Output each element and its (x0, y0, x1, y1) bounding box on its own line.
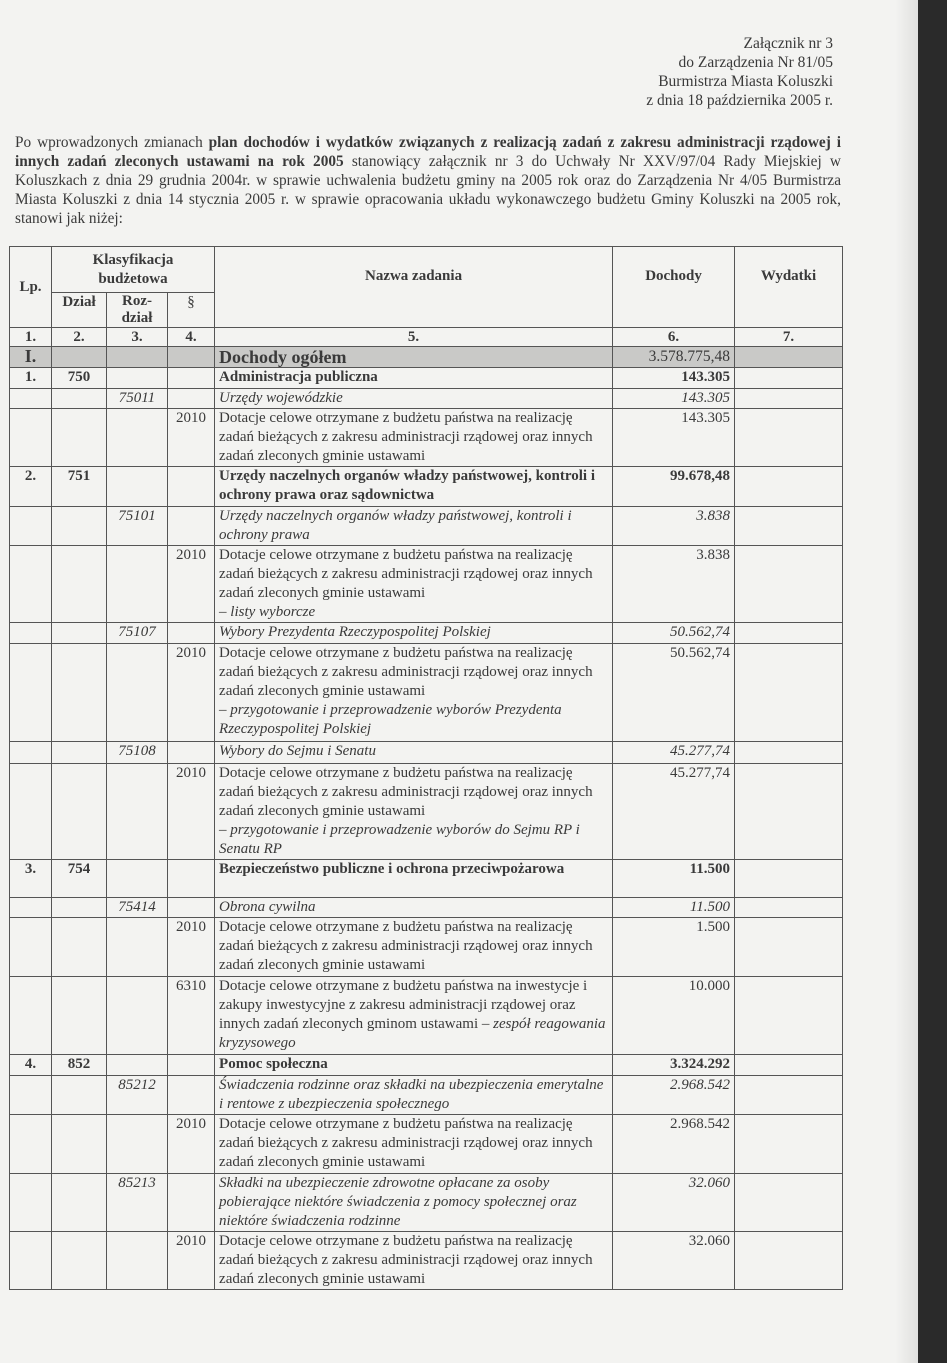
cell-wydatki (735, 368, 843, 389)
cell-paragraf (168, 1174, 215, 1232)
task-name: Dotacje celowe otrzymane z budżetu państwa na inwestycje i zakupy inwestycyjne z zakresu administracji rządowej oraz innych zadań zleconych gminom ustawami (219, 978, 588, 1032)
header-klasyfikacja: Klasyfikacja budżetowa (52, 247, 215, 293)
cell-wydatki (735, 1055, 843, 1076)
cell-nazwa (215, 644, 613, 742)
col-num: 2. (52, 328, 107, 347)
cell-paragraf (168, 389, 215, 409)
cell-wydatki (735, 1232, 843, 1290)
cell-nazwa (215, 1232, 613, 1290)
task-name: Dotacje celowe otrzymane z budżetu państwa na realizację zadań bieżących z zakresu administracji rządowej oraz innych zadań zleconych gminie ustawami (219, 919, 593, 973)
cell-dzial (52, 977, 107, 1055)
cell-rozdzial (107, 1232, 168, 1290)
cell-rozdzial: 85212 (107, 1076, 168, 1115)
table-row (10, 507, 843, 546)
cell-wydatki (735, 389, 843, 409)
intro-part2: stanowiący załącznik nr 3 do Uchwały Nr XXV/97/04 Rady Miejskiej w Koluszkach z dnia 29 grudnia 2004r. w sprawie uchwalenia budżetu gminy na 2005 rok oraz do Zarządzenia Nr 4/05 Burmistrza Miasta Koluszki z dnia 14 stycznia 2005 r. w sprawie opracowania układu wykonawczego budżetu Gminy Koluszki na 2005 rok, stanowi jak niżej: (15, 153, 841, 227)
cell-rozdzial (107, 467, 168, 507)
column-number-row (10, 328, 843, 347)
cell-dochody: 11.500 (613, 860, 735, 898)
cell-paragraf: 2010 (168, 764, 215, 860)
cell-dochody: 2.968.542 (613, 1076, 735, 1115)
table-row (10, 467, 843, 507)
cell-dochody: 143.305 (613, 389, 735, 409)
cell-wydatki (735, 764, 843, 860)
cell-lp (10, 1076, 52, 1115)
cell-rozdzial: 75011 (107, 389, 168, 409)
cell-dochody: 45.277,74 (613, 764, 735, 860)
task-name: Dotacje celowe otrzymane z budżetu państwa na realizację zadań bieżących z zakresu administracji rządowej oraz innych zadań zleconych gminie ustawami (219, 410, 593, 464)
cell-rozdzial (107, 644, 168, 742)
header-row-1 (10, 247, 843, 293)
cell-lp (10, 623, 52, 644)
cell-nazwa (215, 389, 613, 409)
cell-nazwa (215, 409, 613, 467)
cell-wydatki (735, 644, 843, 742)
table-row (10, 623, 843, 644)
table-row (10, 1115, 843, 1174)
cell-lp (10, 1232, 52, 1290)
cell-nazwa (215, 764, 613, 860)
header-dochody: Dochody (613, 247, 735, 328)
cell-wydatki (735, 918, 843, 977)
table-row (10, 409, 843, 467)
task-name: Dotacje celowe otrzymane z budżetu państwa na realizację zadań bieżących z zakresu administracji rządowej oraz innych zadań zleconych gminie ustawami (219, 765, 593, 819)
task-name: Obrona cywilna (219, 899, 316, 915)
cell-lp: 2. (10, 467, 52, 507)
cell-dzial (52, 918, 107, 977)
table-row (10, 546, 843, 623)
cell-lp: 4. (10, 1055, 52, 1076)
cell-paragraf (168, 507, 215, 546)
col-num: 3. (107, 328, 168, 347)
cell-paragraf (168, 860, 215, 898)
cell-dzial: 754 (52, 860, 107, 898)
task-name: Dotacje celowe otrzymane z budżetu państwa na realizację zadań bieżących z zakresu administracji rządowej oraz innych zadań zleconych gminie ustawami (219, 547, 593, 601)
cell-lp: 1. (10, 368, 52, 389)
table-row (10, 898, 843, 918)
scan-edge (918, 0, 947, 1363)
cell-wydatki (735, 507, 843, 546)
cell-rozdzial: 85213 (107, 1174, 168, 1232)
total-name: Dochody ogółem (215, 347, 613, 368)
budget-table (9, 246, 843, 1290)
cell-dochody: 1.500 (613, 918, 735, 977)
table-row (10, 368, 843, 389)
cell-dzial (52, 742, 107, 764)
cell-rozdzial (107, 1115, 168, 1174)
cell-dochody: 45.277,74 (613, 742, 735, 764)
table-row (10, 918, 843, 977)
col-num: 6. (613, 328, 735, 347)
cell-nazwa (215, 1115, 613, 1174)
cell-lp (10, 764, 52, 860)
cell-dzial (52, 1115, 107, 1174)
cell-dzial (52, 546, 107, 623)
cell-dzial (52, 623, 107, 644)
cell-lp (10, 644, 52, 742)
cell-dochody: 3.838 (613, 507, 735, 546)
cell-dochody: 11.500 (613, 898, 735, 918)
cell-dochody: 32.060 (613, 1174, 735, 1232)
cell-paragraf (168, 368, 215, 389)
table-row (10, 764, 843, 860)
col-num: 7. (735, 328, 843, 347)
cell-nazwa (215, 507, 613, 546)
table-row (10, 644, 843, 742)
issuer: Burmistrza Miasta Koluszki (658, 73, 833, 90)
cell-nazwa (215, 1076, 613, 1115)
cell-wydatki (735, 623, 843, 644)
cell-nazwa (215, 860, 613, 898)
cell-lp (10, 898, 52, 918)
header-lp: Lp. (10, 247, 52, 328)
cell-rozdzial (107, 368, 168, 389)
cell-dochody: 50.562,74 (613, 623, 735, 644)
cell-nazwa (215, 918, 613, 977)
cell-dochody: 3.838 (613, 546, 735, 623)
cell-paragraf: 6310 (168, 977, 215, 1055)
table-row (10, 1232, 843, 1290)
cell-dzial (52, 1232, 107, 1290)
cell-paragraf (168, 1055, 215, 1076)
total-lp: I. (10, 347, 52, 368)
cell-dzial (52, 1076, 107, 1115)
cell-lp (10, 546, 52, 623)
cell-lp (10, 507, 52, 546)
col-num: 1. (10, 328, 52, 347)
cell-nazwa (215, 1055, 613, 1076)
cell-nazwa (215, 1174, 613, 1232)
issue-date: z dnia 18 października 2005 r. (646, 92, 833, 109)
cell-rozdzial: 75107 (107, 623, 168, 644)
cell-lp (10, 1115, 52, 1174)
cell-rozdzial (107, 918, 168, 977)
cell-nazwa (215, 977, 613, 1055)
cell-dochody: 32.060 (613, 1232, 735, 1290)
cell-paragraf (168, 623, 215, 644)
table-row (10, 860, 843, 898)
attachment-number: Załącznik nr 3 (743, 35, 833, 52)
cell-rozdzial: 75101 (107, 507, 168, 546)
attachment-header (646, 34, 833, 110)
cell-paragraf: 2010 (168, 409, 215, 467)
cell-lp (10, 918, 52, 977)
task-name: Bezpieczeństwo publiczne i ochrona przeciwpożarowa (219, 861, 565, 877)
cell-rozdzial (107, 1055, 168, 1076)
cell-lp (10, 409, 52, 467)
cell-dochody: 143.305 (613, 409, 735, 467)
header-rozdzial: Roz- dział (107, 293, 168, 328)
cell-dzial: 751 (52, 467, 107, 507)
table-row (10, 742, 843, 764)
task-name: Dotacje celowe otrzymane z budżetu państwa na realizację zadań bieżących z zakresu administracji rządowej oraz innych zadań zleconych gminie ustawami (219, 645, 593, 699)
table-row (10, 1174, 843, 1232)
cell-wydatki (735, 1076, 843, 1115)
cell-wydatki (735, 1174, 843, 1232)
header-wydatki: Wydatki (735, 247, 843, 328)
cell-paragraf (168, 1076, 215, 1115)
header-dzial: Dział (52, 293, 107, 328)
empty-cell (52, 347, 107, 368)
scan-shadow (895, 0, 918, 1363)
cell-rozdzial (107, 764, 168, 860)
cell-rozdzial (107, 546, 168, 623)
header-paragraf: § (168, 293, 215, 328)
cell-dzial (52, 507, 107, 546)
col-num: 5. (215, 328, 613, 347)
cell-wydatki (735, 860, 843, 898)
cell-wydatki (735, 1115, 843, 1174)
cell-rozdzial: 75414 (107, 898, 168, 918)
cell-wydatki (735, 977, 843, 1055)
cell-paragraf (168, 898, 215, 918)
task-name: Wybory Prezydenta Rzeczypospolitej Polskiej (219, 624, 491, 640)
cell-nazwa (215, 623, 613, 644)
cell-dochody: 10.000 (613, 977, 735, 1055)
cell-nazwa (215, 742, 613, 764)
cell-nazwa (215, 898, 613, 918)
cell-paragraf: 2010 (168, 1232, 215, 1290)
cell-dzial (52, 1174, 107, 1232)
header-nazwa: Nazwa zadania (215, 247, 613, 328)
cell-dzial: 852 (52, 1055, 107, 1076)
empty-cell (107, 347, 168, 368)
task-name: Składki na ubezpieczenie zdrowotne opłacane za osoby pobierające niektóre świadczenia z pomocy społecznej oraz niektóre świadczenia rodzinne (219, 1175, 577, 1229)
task-name: Wybory do Sejmu i Senatu (219, 743, 376, 759)
task-name: Administracja publiczna (219, 369, 378, 385)
task-name-note: – przygotowanie i przeprowadzenie wyborów Prezydenta Rzeczypospolitej Polskiej (219, 702, 562, 737)
cell-dzial (52, 764, 107, 860)
empty-cell (168, 347, 215, 368)
table-row (10, 1055, 843, 1076)
task-name: Dotacje celowe otrzymane z budżetu państwa na realizację zadań bieżących z zakresu administracji rządowej oraz innych zadań zleconych gminie ustawami (219, 1233, 593, 1287)
cell-rozdzial: 75108 (107, 742, 168, 764)
cell-dochody: 2.968.542 (613, 1115, 735, 1174)
cell-dzial (52, 389, 107, 409)
cell-dzial (52, 409, 107, 467)
intro-bold: plan dochodów i wydatków związanych z realizacją zadań z zakresu administracji rządowej i innych zadań zleconych ustawami na rok 2005 (15, 134, 841, 170)
task-name: Pomoc społeczna (219, 1056, 328, 1072)
cell-wydatki (735, 742, 843, 764)
intro-part1: Po wprowadzonych zmianach (15, 134, 209, 151)
cell-dzial: 750 (52, 368, 107, 389)
intro-paragraph (15, 133, 841, 228)
col-num: 4. (168, 328, 215, 347)
task-name: Świadczenia rodzinne oraz składki na ubezpieczenia emerytalne i rentowe z ubezpieczenia społecznego (219, 1077, 604, 1112)
cell-dochody: 3.324.292 (613, 1055, 735, 1076)
task-name-note: – przygotowanie i przeprowadzenie wyborów do Sejmu RP i Senatu RP (219, 822, 580, 857)
task-name-note: – zespół reagowania kryzysowego (219, 1016, 606, 1051)
cell-paragraf: 2010 (168, 546, 215, 623)
cell-lp (10, 1174, 52, 1232)
cell-dzial (52, 644, 107, 742)
cell-nazwa (215, 546, 613, 623)
cell-dochody: 99.678,48 (613, 467, 735, 507)
table-row (10, 977, 843, 1055)
cell-wydatki (735, 546, 843, 623)
total-wydatki (735, 347, 843, 368)
cell-paragraf: 2010 (168, 644, 215, 742)
cell-nazwa (215, 467, 613, 507)
cell-paragraf (168, 742, 215, 764)
cell-lp (10, 389, 52, 409)
order-number: do Zarządzenia Nr 81/05 (678, 54, 833, 71)
cell-lp (10, 742, 52, 764)
cell-paragraf: 2010 (168, 1115, 215, 1174)
cell-lp (10, 977, 52, 1055)
cell-rozdzial (107, 409, 168, 467)
task-name: Urzędy naczelnych organów władzy państwowej, kontroli i ochrony prawa oraz sądownictwa (219, 468, 595, 503)
total-row (10, 347, 843, 368)
cell-paragraf: 2010 (168, 918, 215, 977)
cell-rozdzial (107, 860, 168, 898)
task-name: Urzędy wojewódzkie (219, 390, 343, 406)
table-row (10, 389, 843, 409)
cell-rozdzial (107, 977, 168, 1055)
cell-dochody: 50.562,74 (613, 644, 735, 742)
cell-dzial (52, 898, 107, 918)
cell-wydatki (735, 898, 843, 918)
task-name: Dotacje celowe otrzymane z budżetu państwa na realizację zadań bieżących z zakresu administracji rządowej oraz innych zadań zleconych gminie ustawami (219, 1116, 593, 1170)
cell-lp: 3. (10, 860, 52, 898)
table-row (10, 1076, 843, 1115)
cell-dochody: 143.305 (613, 368, 735, 389)
cell-paragraf (168, 467, 215, 507)
total-dochody: 3.578.775,48 (613, 347, 735, 368)
cell-wydatki (735, 467, 843, 507)
task-name: Urzędy naczelnych organów władzy państwowej, kontroli i ochrony prawa (219, 508, 572, 543)
cell-nazwa (215, 368, 613, 389)
cell-wydatki (735, 409, 843, 467)
task-name-note: – listy wyborcze (219, 604, 316, 620)
